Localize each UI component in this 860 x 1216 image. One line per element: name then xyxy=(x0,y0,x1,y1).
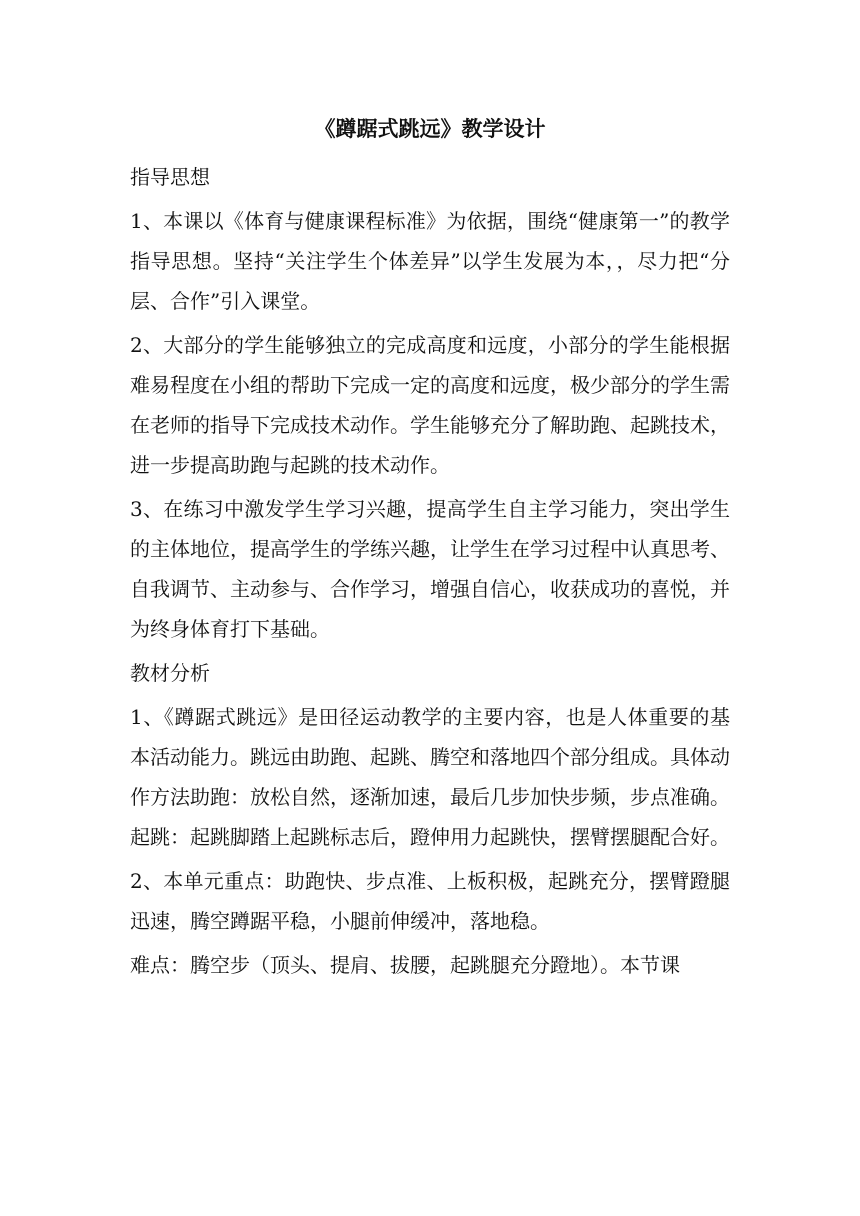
paragraph: 3、在练习中激发学生学习兴趣，提高学生自主学习能力，突出学生的主体地位，提高学生的学练兴趣，让学生在学习过程中认真思考、自我调节、主动参与、合作学习，增强自信心，收获成功的喜悦，并为终身体育打下基础。 xyxy=(130,497,730,641)
paragraph: 难点：腾空步（顶头、提肩、拔腰，起跳腿充分蹬地）。本节课 xyxy=(130,953,680,977)
paragraph: 1、本课以《体育与健康课程标准》为依据，围绕“健康第一”的教学指导思想。坚持“关注学生个体差异”以学生发展为本，，尽力把“分层、合作”引入课堂。 xyxy=(130,209,730,313)
section-heading-material-analysis: 教材分析 xyxy=(130,661,210,685)
section-heading-guiding-ideology: 指导思想 xyxy=(130,165,210,189)
document-body xyxy=(130,110,730,985)
paragraph: 1、《蹲踞式跳远》是田径运动教学的主要内容，也是人体重要的基本活动能力。跳远由助跑、起跳、腾空和落地四个部分组成。具体动作方法助跑：放松自然，逐渐加速，最后几步加快步频，步点准确。起跳：起跳脚踏上起跳标志后，蹬伸用力起跳快，摆臂摆腿配合好。 xyxy=(130,705,730,849)
paragraph: 2、大部分的学生能够独立的完成高度和远度，小部分的学生能根据难易程度在小组的帮助下完成一定的高度和远度，极少部分的学生需在老师的指导下完成技术动作。学生能够充分了解助跑、起跳技术，进一步提高助跑与起跳的技术动作。 xyxy=(130,333,730,477)
document-title: 《蹲踞式跳远》教学设计 xyxy=(314,116,546,141)
paragraph: 2、本单元重点：助跑快、步点准、上板积极，起跳充分，摆臂蹬腿迅速，腾空蹲踞平稳，小腿前伸缓冲，落地稳。 xyxy=(130,869,730,933)
